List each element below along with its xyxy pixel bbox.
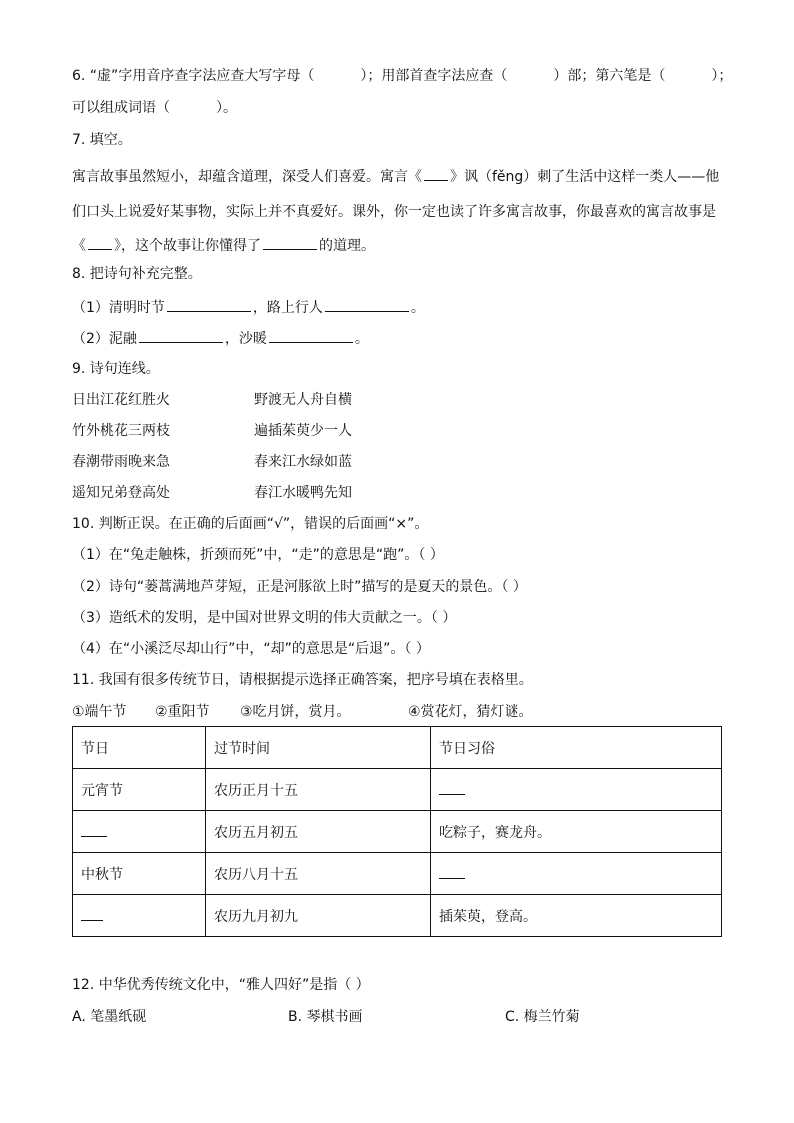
q7-paragraph-3 [72,234,375,256]
q6-text-b: ）；用部首查字法应查（ [360,68,508,84]
q11-option-3: ③吃月饼，赏月。 [240,704,351,720]
q6-text-e: 可以组成词语（ [72,100,170,116]
q11-option-4: ④赏花灯，猜灯谜。 [408,704,533,720]
cell-festival-answer[interactable] [73,895,206,937]
q7-text-a: 寓言故事虽然短小，却蕴含道理，深受人们喜爱。寓言《 [72,169,422,185]
cell-custom: 插茱萸，登高。 [431,895,722,937]
header-time: 过节时间 [206,727,431,769]
q8-blank-4[interactable] [269,327,353,343]
q8-blank-2[interactable] [325,296,409,312]
q7-paragraph-2: 们口头上说爱好某事物，实际上并不真爱好。课外，你一定也读了许多寓言故事，你最喜欢的寓言故事是 [72,204,716,220]
q9-title: 9. 诗句连线。 [72,361,160,377]
q10-item-1[interactable]: （1）在“兔走触株，折颈而死”中，“走”的意思是“跑”。（ ） [72,547,444,563]
table-header-row [73,727,722,769]
q7-blank-3[interactable] [263,234,317,250]
q6-text-d: ）； [711,68,733,84]
q9-left-2[interactable]: 竹外桃花三两枝 [72,423,170,439]
q6-text-c: ）部；第六笔是（ [553,68,666,84]
q12-option-a[interactable]: A. 笔墨纸砚 [72,1009,147,1025]
q6-text-f: ）。 [216,100,237,116]
q11-title: 11. 我国有很多传统节日，请根据提示选择正确答案，把序号填在表格里。 [72,672,533,688]
header-custom: 节日习俗 [431,727,722,769]
q6-line-1 [72,66,732,86]
q9-left-4[interactable]: 遥知兄弟登高处 [72,485,170,501]
q7-text-e: 的道理。 [319,238,375,254]
q9-right-1[interactable]: 野渡无人舟自横 [254,392,352,408]
q6-text-a: 6. “虚”字用音序查字法应查大写字母（ [72,68,315,84]
q10-item-4[interactable]: （4）在“小溪泛尽却山行”中，“却”的意思是“后退”。（ ） [72,641,430,657]
q10-title: 10. 判断正误。在正确的后面画“√”，错误的后面画“×”。 [72,516,429,532]
q8-line-1 [72,296,425,318]
q9-right-2[interactable]: 遍插茱萸少一人 [254,423,352,439]
q8-text-b: ，路上行人 [252,300,323,316]
q8-blank-3[interactable] [139,327,223,343]
q12-title: 12. 中华优秀传统文化中，“雅人四好”是指（ ） [72,977,370,993]
q7-text-b: 》讽（fěng）刺了生活中这样一类人——他 [450,169,720,185]
answer-blank[interactable] [81,906,103,921]
q8-line-2 [72,327,369,349]
table-row [73,811,722,853]
q8-text-e: ，沙暖 [224,331,267,347]
q9-left-3[interactable]: 春潮带雨晚来急 [72,454,170,470]
cell-festival: 中秋节 [73,853,206,895]
q7-blank-2[interactable] [88,234,112,250]
q10-item-2[interactable]: （2）诗句“蒌蒿满地芦芽短，正是河豚欲上时”描写的是夏天的景色。（ ） [72,579,527,595]
q12-option-b[interactable]: B. 琴棋书画 [288,1009,363,1025]
cell-festival: 元宵节 [73,769,206,811]
q7-text-d: 》，这个故事让你懂得了 [114,238,261,254]
q7-blank-1[interactable] [424,165,448,181]
q11-option-1: ①端午节 [72,704,127,720]
cell-time: 农历五月初五 [206,811,431,853]
table-row [73,769,722,811]
cell-time: 农历八月十五 [206,853,431,895]
q7-text-c: 《 [72,238,86,254]
answer-blank[interactable] [439,864,465,879]
q7-paragraph-1 [72,165,719,187]
answer-blank[interactable] [439,780,465,795]
cell-custom-answer[interactable] [431,853,722,895]
cell-custom: 吃粽子，赛龙舟。 [431,811,722,853]
q8-text-f: 。 [354,331,369,347]
festival-table [72,726,722,937]
answer-blank[interactable] [81,822,107,837]
q12-option-c[interactable]: C. 梅兰竹菊 [505,1009,580,1025]
q8-blank-1[interactable] [167,296,251,312]
header-festival: 节日 [73,727,206,769]
cell-time: 农历九月初九 [206,895,431,937]
q9-right-3[interactable]: 春来江水绿如蓝 [254,454,352,470]
cell-festival-answer[interactable] [73,811,206,853]
q9-right-4[interactable]: 春江水暖鸭先知 [254,485,352,501]
q8-text-c: 。 [410,300,425,316]
q6-line-2 [72,98,237,118]
q8-text-a: （1）清明时节 [72,300,165,316]
q9-left-1[interactable]: 日出江花红胜火 [72,392,170,408]
q11-option-2: ②重阳节 [155,704,210,720]
q8-title: 8. 把诗句补充完整。 [72,266,202,282]
cell-time: 农历正月十五 [206,769,431,811]
q10-item-3[interactable]: （3）造纸术的发明，是中国对世界文明的伟大贡献之一。（ ） [72,610,457,626]
table-row [73,895,722,937]
q7-title: 7. 填空。 [72,132,132,148]
cell-custom-answer[interactable] [431,769,722,811]
table-row [73,853,722,895]
q8-text-d: （2）泥融 [72,331,137,347]
